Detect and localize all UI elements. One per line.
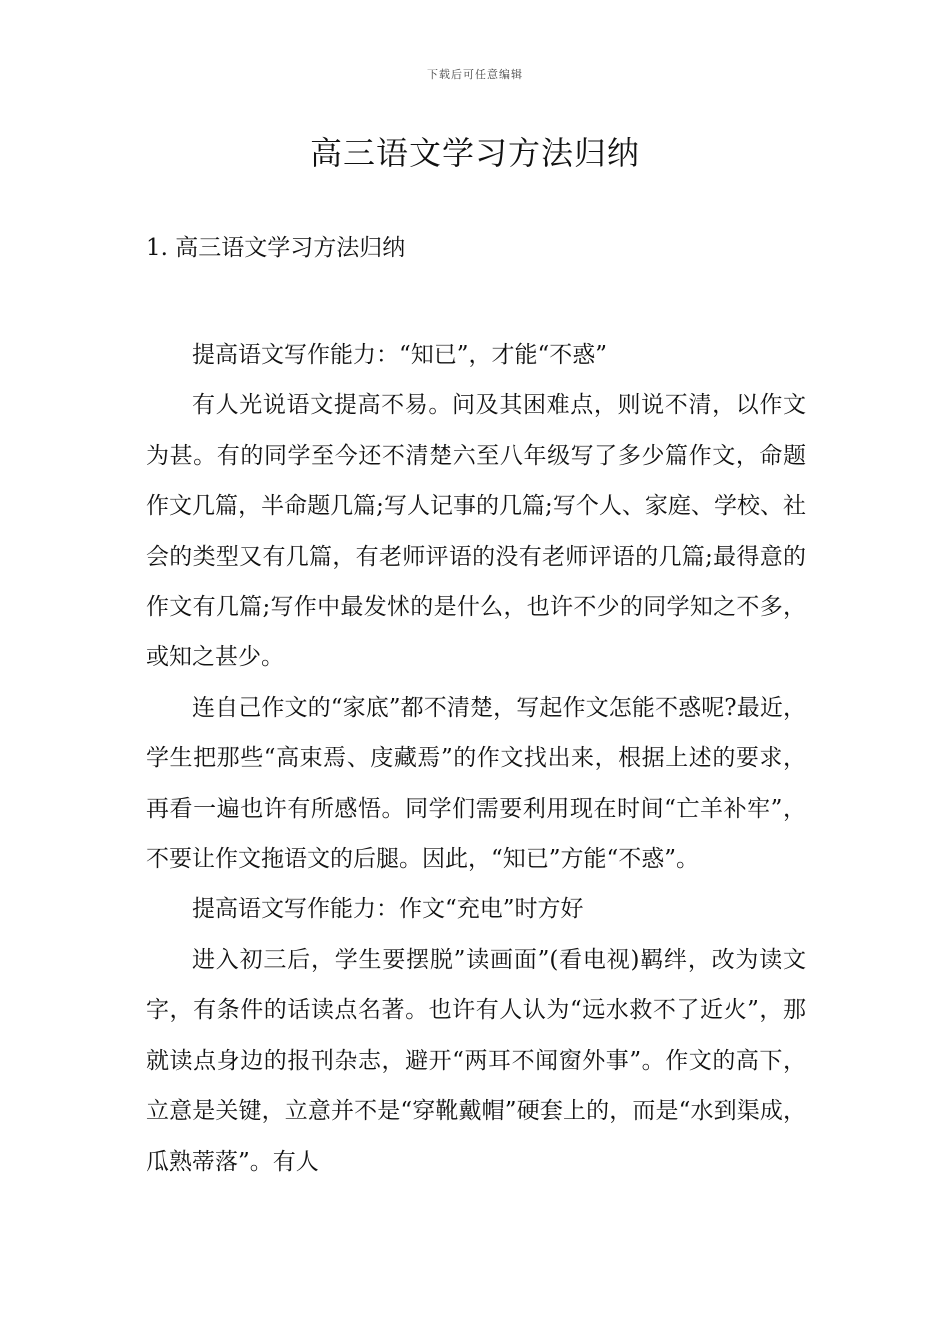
paragraph-subheading-1: 提高语文写作能力：“知已”，才能“不惑” (192, 342, 608, 368)
document-title: 高三语文学习方法归纳 (309, 134, 640, 172)
header-note: 下载后可任意编辑 (427, 68, 523, 81)
paragraph-subheading-2: 提高语文写作能力：作文“充电”时方好 (192, 896, 584, 923)
paragraph-3: 进入初三后，学生要摆脱”读画面”(看电视)羁绊，改为读文字，有条件的话读点名著。也许有人认为“远水救不了近火”，那就读点身边的报刊杂志，避开“两耳不闻窗外事”。作文的高下，立意是关键，立意并不是“穿靴戴帽”硬套上的，而是“水到渠成，瓜熟蒂落”。有人 (146, 946, 806, 1175)
paragraph-1: 有人光说语文提高不易。问及其困难点，则说不清，以作文为甚。有的同学至今还不清楚六至八年级写了多少篇作文，命题作文几篇，半命题几篇;写人记事的几篇;写个人、家庭、学校、社会的类型又有几篇，有老师评语的没有老师评语的几篇;最得意的作文有几篇;写作中最发怵的是什么，也许不少的同学知之不多，或知之甚少。 (146, 392, 806, 671)
document-body (146, 330, 806, 1187)
paragraph-2: 连自己作文的“家底”都不清楚，写起作文怎能不惑呢?最近，学生把那些“高束焉、庋藏焉”的作文找出来，根据上述的要求，再看一遍也许有所感悟。同学们需要利用现在时间“亡羊补牢”，不要让作文拖语文的后腿。因此，“知已”方能“不惑”。 (146, 694, 806, 873)
section-heading: 1. 高三语文学习方法归纳 (146, 235, 406, 261)
